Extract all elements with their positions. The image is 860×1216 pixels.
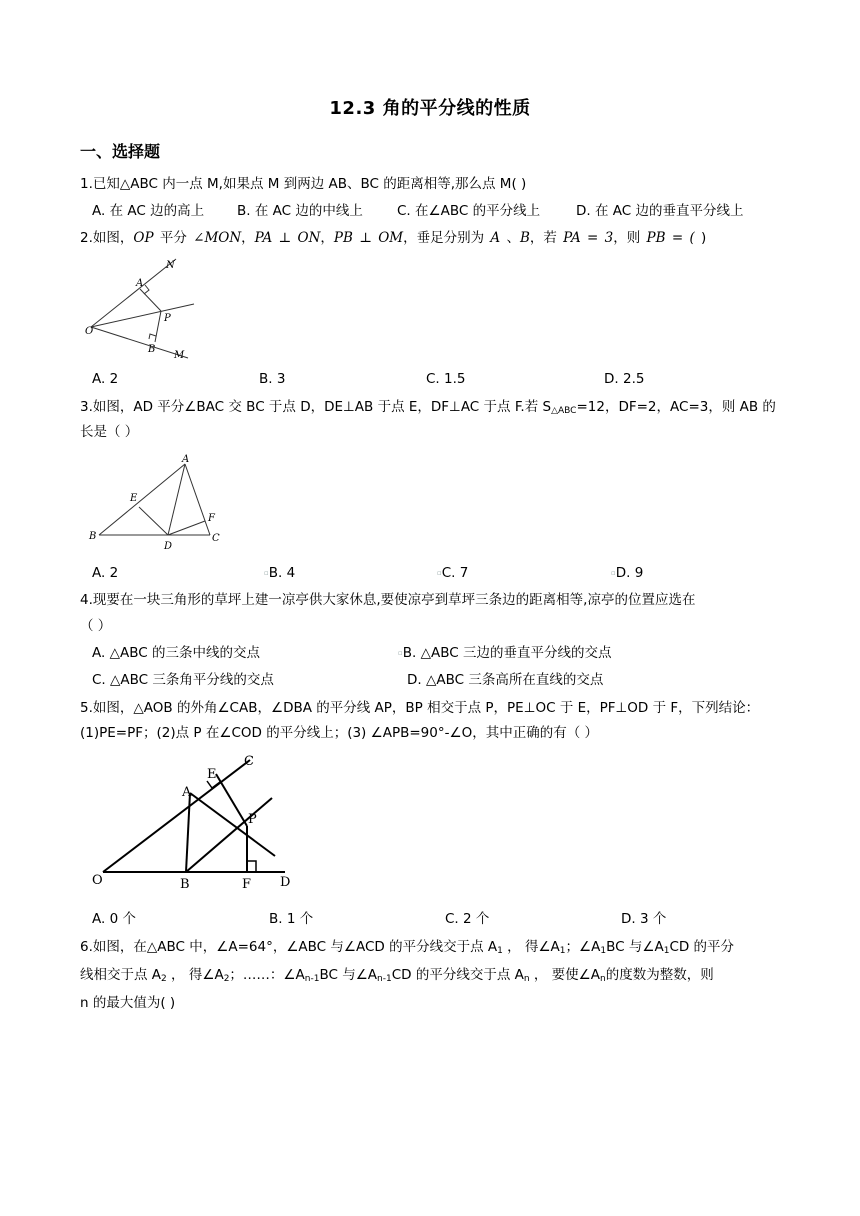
q4-option-b: ▫B. △ABC 三边的垂直平分线的交点 — [398, 645, 612, 661]
q5-label-d: D — [280, 875, 291, 890]
q5-label-f: F — [242, 877, 252, 892]
q4-stem-line1: 4.现要在一块三角形的草坪上建一凉亭供大家休息,要使凉亭到草坪三条边的距离相等,凉亭的位置应选在 — [80, 592, 696, 608]
q5-label-e: E — [207, 767, 217, 782]
q3-label-b: B — [89, 531, 97, 542]
q1-option-d: D. 在 AC 边的垂直平分线上 — [576, 203, 744, 219]
section-heading: 一、选择题 — [80, 142, 161, 161]
q3-stem-line2: 长是（ ） — [80, 424, 139, 440]
q5-option-c: C. 2 个 — [445, 911, 490, 927]
q2-label-a: A — [136, 278, 144, 289]
q5-label-b: B — [180, 877, 190, 892]
q5-label-c: C — [244, 754, 254, 769]
q3-option-a: A. 2 — [92, 565, 119, 581]
q2-option-c: C. 1.5 — [426, 371, 466, 387]
q2-label-o: O — [85, 326, 94, 337]
q5-stem-line2: (1)PE=PF；(2)点 P 在∠COD 的平分线上；(3) ∠APB=90°-∠O，其中正确的有（ ） — [80, 725, 598, 741]
q2-stem: 2.如图，OP 平分 ∠MON，PA ⊥ ON，PB ⊥ OM，垂足分别为 A 、B，若 PA = 3，则 PB = ( ) — [80, 230, 707, 246]
q5-option-d: D. 3 个 — [621, 911, 667, 927]
q5-label-o: O — [92, 873, 103, 888]
q4-option-c: C. △ABC 三条角平分线的交点 — [92, 672, 274, 688]
q5-stem-line1: 5.如图，△AOB 的外角∠CAB，∠DBA 的平分线 AP，BP 相交于点 P，PE⊥OC 于 E，PF⊥OD 于 F，下列结论： — [80, 700, 760, 716]
q2-option-d: D. 2.5 — [604, 371, 645, 387]
q6-stem-line1: 6.如图，在△ABC 中，∠A=64°，∠ABC 与∠ACD 的平分线交于点 $A_1$ ， 得$\angle A_1$；$\angle A_1BC$ 与$\angle A_1CD$ 的平分 — [80, 939, 735, 956]
q4-option-a: A. △ABC 的三条中线的交点 — [92, 645, 260, 661]
q3-option-d: ▫D. 9 — [611, 565, 644, 581]
q1-stem: 1.已知△ABC 内一点 M,如果点 M 到两边 AB、BC 的距离相等,那么点 M( ) — [80, 176, 527, 192]
q3-option-c: ▫C. 7 — [437, 565, 469, 581]
q1-option-a: A. 在 AC 边的高上 — [92, 203, 205, 219]
q2-label-m: M — [174, 350, 185, 361]
q2-option-a: A. 2 — [92, 371, 119, 387]
q3-label-c: C — [212, 533, 220, 544]
q5-option-b: B. 1 个 — [269, 911, 314, 927]
q2-figure — [84, 254, 196, 364]
q3-figure — [86, 452, 226, 552]
q3-label-e: E — [130, 493, 138, 504]
q5-label-p: P — [248, 812, 257, 827]
q1-option-b: B. 在 AC 边的中线上 — [237, 203, 363, 219]
q3-option-b: ▫B. 4 — [264, 565, 296, 581]
q3-label-d: D — [164, 541, 173, 552]
q2-label-p: P — [164, 313, 171, 324]
q4-option-d: D. △ABC 三条高所在直线的交点 — [407, 672, 604, 688]
q5-option-a: A. 0 个 — [92, 911, 136, 927]
q3-label-f: F — [208, 513, 215, 524]
q3-label-a: A — [182, 454, 190, 465]
q6-stem-line2: 线相交于点 $A_2$ ， 得$\angle A_2$；……：$\angle A_{n-1}BC$ 与$\angle A_{n-1}CD$ 的平分线交于点 $A_n$ ， 要使$\angle A_n$的度数为整数，则 — [80, 967, 714, 984]
q5-label-a: A — [182, 785, 192, 800]
q5-figure — [90, 750, 300, 892]
q2-label-n: N — [166, 260, 175, 271]
q3-stem-line1: 3.如图，AD 平分∠BAC 交 BC 于点 D，DE⊥AB 于点 E，DF⊥AC 于点 F.若 $S_{\triangle ABC}=12$，DF=2，AC=3，则 AB 的 — [80, 399, 776, 416]
q1-option-c: C. 在∠ABC 的平分线上 — [397, 203, 541, 219]
q2-label-b: B — [148, 344, 156, 355]
q2-option-b: B. 3 — [259, 371, 286, 387]
q4-stem-line2: （ ） — [80, 618, 112, 634]
q6-stem-line3: n 的最大值为( ) — [80, 995, 176, 1011]
page-title: 12.3 角的平分线的性质 — [329, 98, 531, 119]
